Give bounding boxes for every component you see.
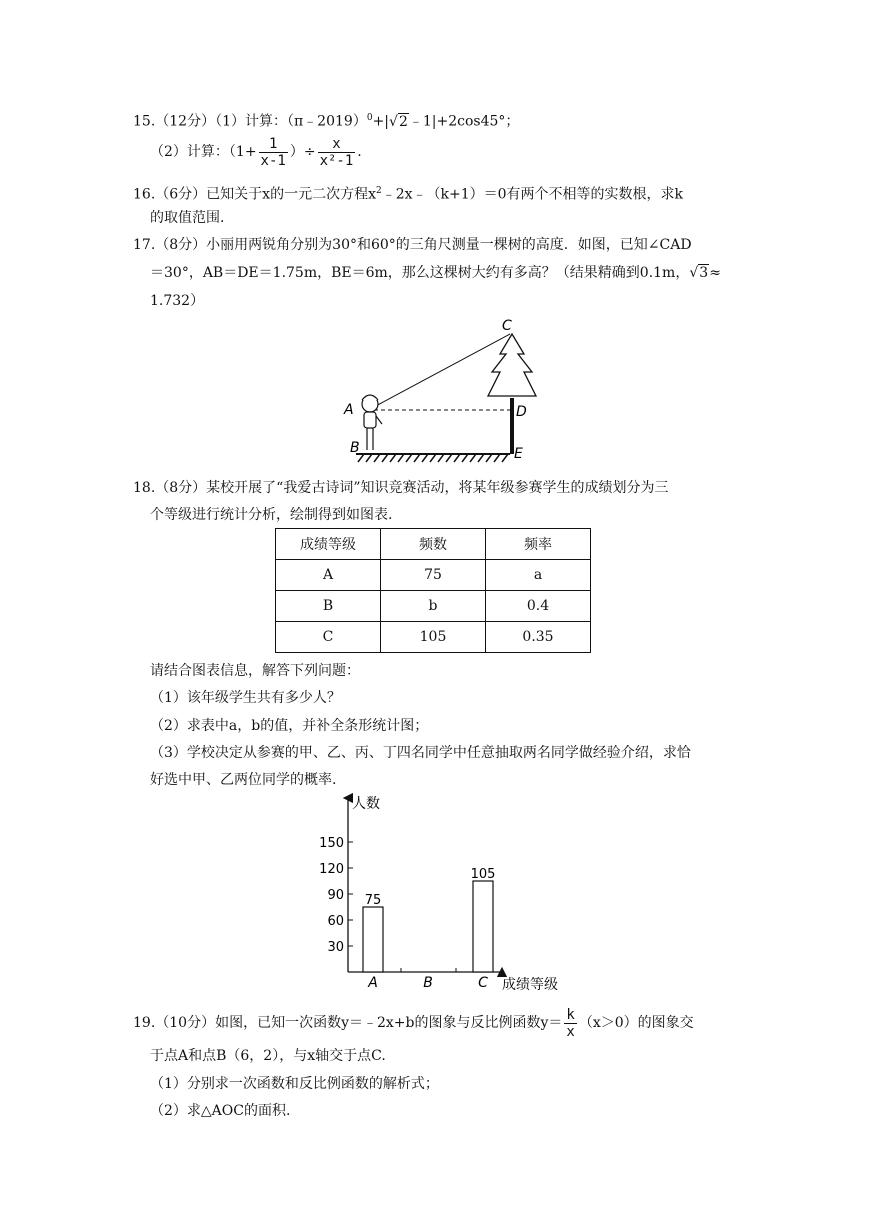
q18-line2: 个等级进行统计分析，绘制得到如图表. (150, 507, 393, 523)
data-label-C: 105 (470, 867, 496, 882)
table-cell: 75 (381, 560, 486, 591)
grades-table (275, 528, 591, 653)
q15-line1: 15.（12分）（1）计算：（π﹣2019）$^0$+|√2﹣1|+2cos45°； (133, 113, 520, 130)
label-e: E (514, 446, 523, 462)
table-header: 频率 (486, 529, 591, 560)
bar-C (473, 881, 493, 972)
table-row (276, 622, 591, 653)
table-row (276, 591, 591, 622)
q19-sub1: （1）分别求一次函数和反比例函数的解析式； (150, 1076, 439, 1092)
category-label-A: A (368, 975, 378, 991)
q19-line2: 于点A和点B（6，2），与x轴交于点C. (150, 1048, 386, 1064)
data-label-A: 75 (364, 893, 382, 908)
q18-sub2: （2）求表中a，b的值，并补全条形统计图； (150, 718, 429, 734)
table-cell: C (276, 622, 381, 653)
label-b: B (350, 440, 360, 456)
q17-line2: ＝30°，AB＝DE＝1.75m，BE＝6m，那么这棵树大约有多高？（结果精确到0.1m，√3≈ (150, 265, 721, 281)
q19-line1: 19.（10分）如图，已知一次函数y＝﹣2x+b的图象与反比例函数y＝ $\frac{k}{x}$ （x＞0）的图象交 (133, 1006, 694, 1040)
table-cell: A (276, 560, 381, 591)
q18-line1: 18.（8分）某校开展了“我爱古诗词”知识竞赛活动，将某年级参赛学生的成绩划分为三 (133, 480, 669, 496)
table-cell: 0.4 (486, 591, 591, 622)
fraction-k-over-x: $\frac{k}{x}$ (566, 1006, 575, 1040)
label-d: D (516, 404, 527, 420)
person-icon (362, 395, 382, 450)
q19-sub2: （2）求△AOC的面积. (150, 1103, 291, 1119)
bar-A (363, 907, 383, 972)
table-row (276, 560, 591, 591)
q16-line2: 的取值范围. (150, 210, 225, 226)
table-cell: B (276, 591, 381, 622)
category-label-B: B (423, 975, 433, 991)
q16-line1: 16.（6分）已知关于x的一元二次方程$x^2﹣2x﹣(k+1)=0$有两个不相等的实数根，求k (133, 186, 684, 203)
table-cell: 105 (381, 622, 486, 653)
q17-line3: 1.732） (150, 293, 205, 309)
table-header: 成绩等级 (276, 529, 381, 560)
table-cell: 0.35 (486, 622, 591, 653)
q18-prompt: 请结合图表信息，解答下列问题： (150, 663, 360, 679)
table-cell: b (381, 591, 486, 622)
y-axis-label: 人数 (352, 796, 380, 812)
y-tick-label: 30 (327, 940, 344, 955)
sqrt-3: √3 (689, 265, 709, 281)
q15-line2: （2）计算：（1+ $\frac{1}{x-1}$ ）÷ $\frac{x}{\text{x²-1}}$ . (150, 135, 362, 169)
y-tick-label: 90 (327, 888, 344, 903)
table-header-row (276, 529, 591, 560)
category-label-C: C (478, 975, 488, 991)
sqrt-2: √2 (389, 113, 408, 130)
bar-chart (310, 790, 570, 995)
q18-sub1: （1）该年级学生共有多少人？ (150, 690, 341, 706)
tree-measurement-figure (340, 312, 540, 470)
x-axis-label: 成绩等级 (502, 977, 558, 993)
label-a: A (344, 402, 354, 418)
y-tick-label: 120 (319, 862, 344, 877)
label-c: C (502, 318, 512, 334)
fraction-1-over-x-1: $\frac{1}{x-1}$ (260, 135, 286, 169)
table-header: 频数 (381, 529, 486, 560)
y-tick-label: 150 (319, 836, 344, 851)
q18-sub3-line2: 好选中甲、乙两位同学的概率. (150, 772, 337, 788)
q18-sub3-line1: （3）学校决定从参赛的甲、乙、丙、丁四名同学中任意抽取两名同学做经验介绍，求恰 (150, 745, 691, 761)
table-cell: a (486, 560, 591, 591)
fraction-x-over-x2-1: $\frac{x}{\text{x²-1}}$ (319, 135, 354, 169)
q17-line1: 17.（8分）小丽用两锐角分别为30°和60°的三角尺测量一棵树的高度．如图，已知∠CAD (133, 237, 692, 253)
y-tick-label: 60 (327, 914, 344, 929)
